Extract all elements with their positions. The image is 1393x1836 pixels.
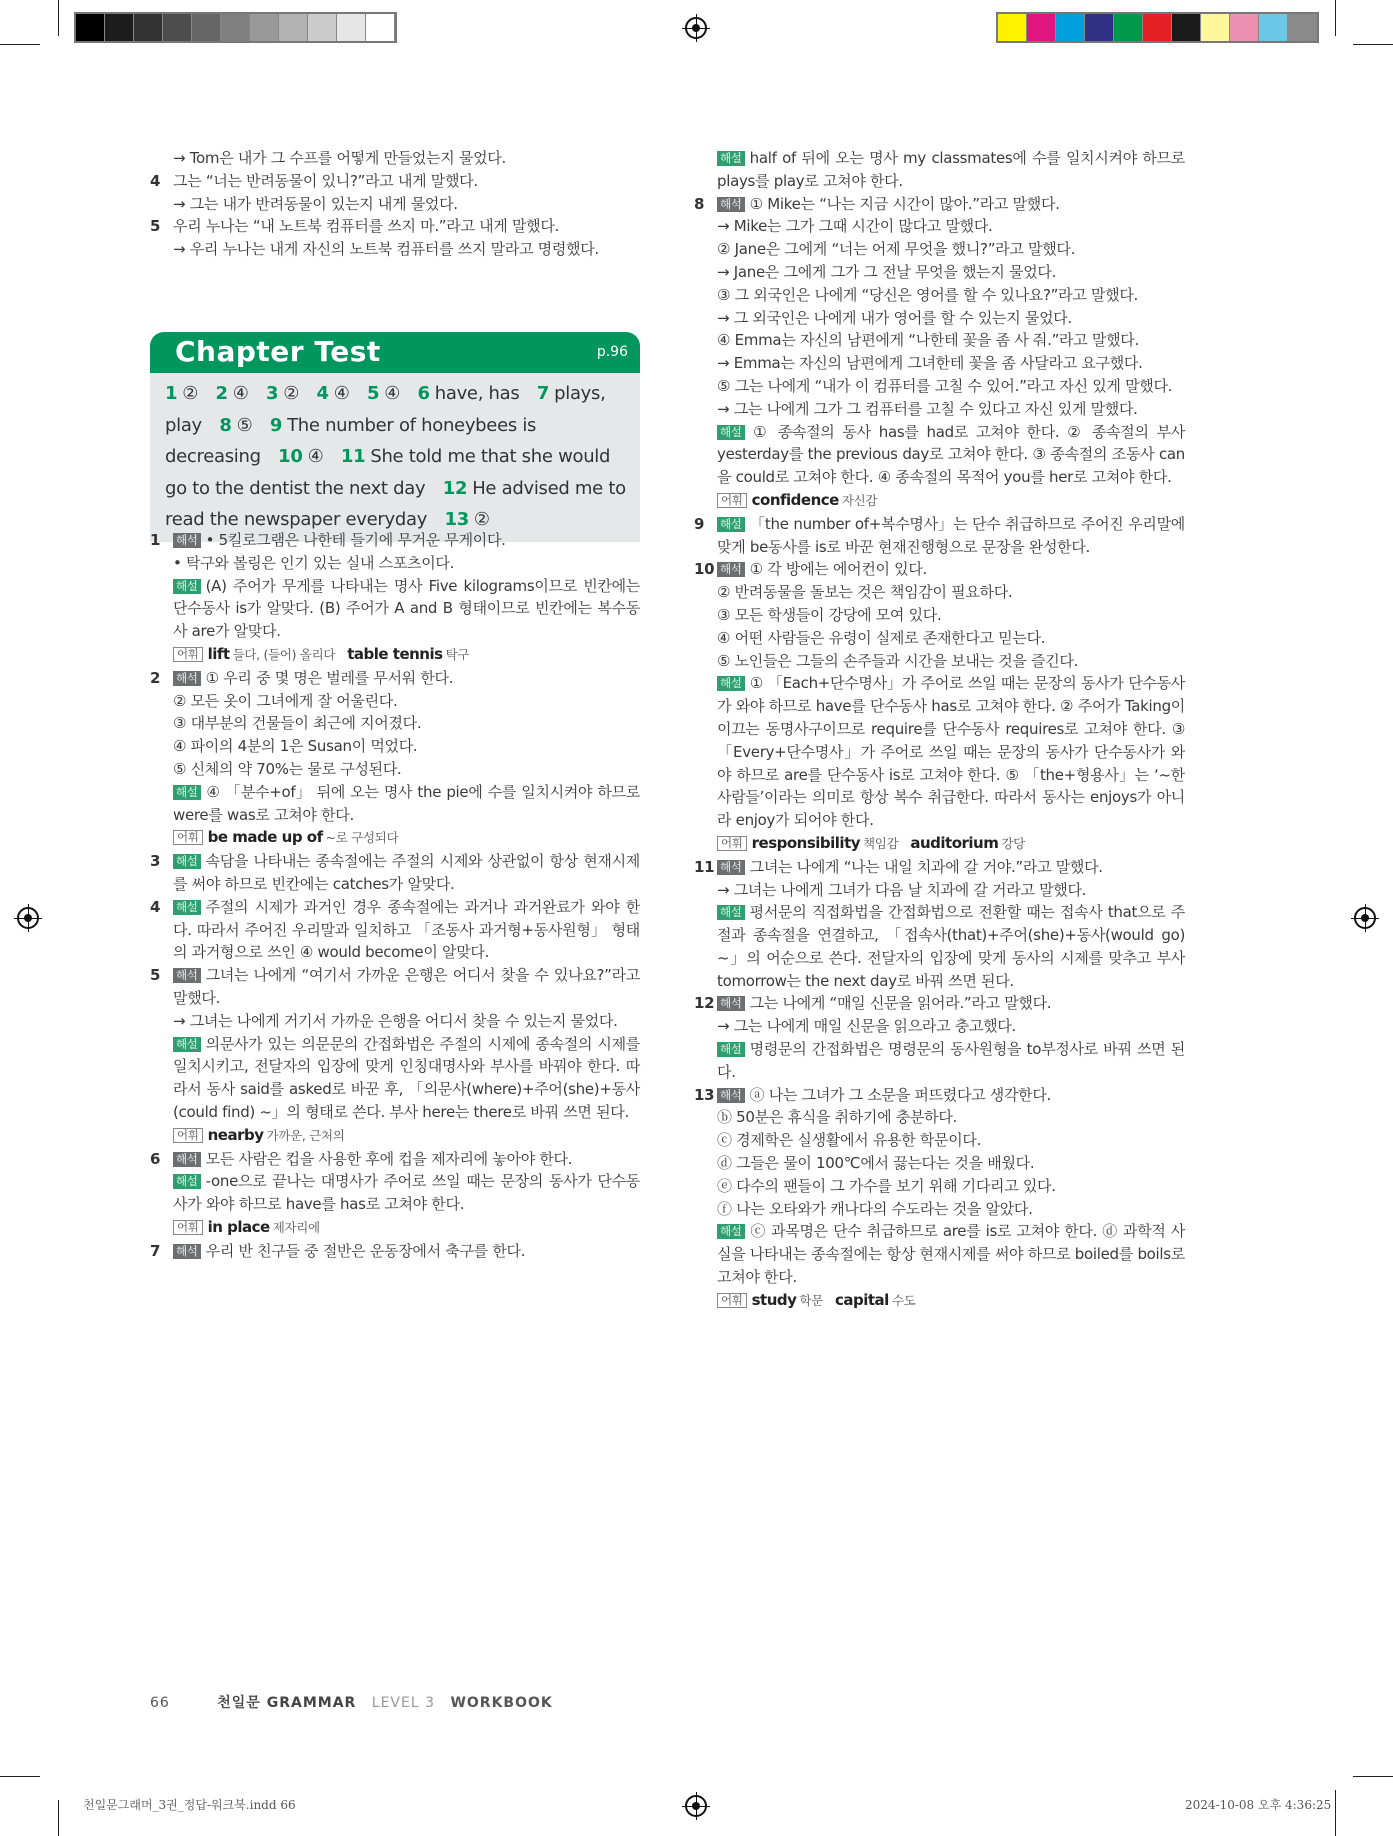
- answer-entry: [150, 1240, 640, 1263]
- explanation-text: → 그 외국인은 나에게 내가 영어를 할 수 있는지 물었다.: [717, 308, 1072, 327]
- answer-text: ④: [232, 383, 249, 404]
- top-continuation: [150, 147, 640, 261]
- color-swatch: [1172, 14, 1201, 41]
- answer-item: [219, 415, 252, 436]
- item-number: 11: [694, 857, 715, 876]
- explanation-text: → Mike는 그가 그때 시간이 많다고 말했다.: [717, 217, 993, 236]
- gray-swatch: [221, 14, 250, 41]
- item-number: 5: [150, 966, 161, 985]
- explanation-text: -one으로 끝나는 대명사가 주어로 쓰일 때는 문장의 동사가 단수동사가 와야 하므로 have를 has로 고쳐야 한다.: [173, 1172, 640, 1214]
- explanation-line: [694, 604, 1185, 627]
- gray-swatch: [337, 14, 366, 41]
- item-number: 6: [150, 1149, 161, 1168]
- answer-text: ④: [384, 383, 401, 404]
- item-number: 4: [150, 897, 161, 916]
- translation-tag: 해석: [717, 860, 745, 875]
- registration-mark-icon: [17, 907, 39, 929]
- explanation-line: [694, 513, 1185, 559]
- item-number: 7: [150, 1241, 161, 1260]
- gray-swatch: [366, 14, 395, 41]
- vocab-meaning: 책임감: [863, 835, 899, 851]
- answer-entry: [694, 856, 1185, 993]
- answer-entry: [150, 1148, 640, 1240]
- explanation-text: → Jane은 그에게 그가 그 전날 무엇을 했는지 물었다.: [717, 262, 1057, 281]
- explanation-tag: 해설: [173, 854, 201, 869]
- explanation-text: ① 「Each+단수명사」가 주어로 쓰일 때는 문장의 동사가 단수동사가 와야 하므로 have를 단수동사 has로 고쳐야 한다. ② 주어가 Taking이 이끄는 동명사구이므로 require를 단수동사 requires로 고쳐야 한다. ③ 「Every+단수명사」가 주어로 쓰일 때는 문장의 동사가 단수동사가 와야 하므로 are를 단수동사 is로 고쳐야 한다. ⑤ 「the+형용사」는 ‘~한 사람들’이라는 의미로 항상 복수 취급한다. 따라서 동사는 enjoys가 아니라 enjoy가 되어야 한다.: [717, 674, 1185, 830]
- explanation-line: [150, 690, 640, 713]
- explanation-text: ④ 파이의 4분의 1은 Susan이 먹었다.: [173, 737, 418, 756]
- item-number: 5: [150, 217, 161, 236]
- explanation-line: [150, 552, 640, 575]
- explanation-line: [150, 712, 640, 735]
- list-item: [150, 215, 640, 238]
- explanation-line: [694, 329, 1185, 352]
- footer-brand: 천일문 GRAMMAR: [217, 1695, 357, 1711]
- answer-number: 2: [215, 383, 228, 404]
- color-swatch: [1259, 14, 1288, 41]
- gray-swatch: [134, 14, 163, 41]
- explanation-tag: 해설: [717, 676, 745, 691]
- explanation-tag: 해설: [173, 900, 201, 915]
- registration-mark-icon: [685, 1795, 707, 1817]
- vocabulary-tag: 어휘: [173, 1128, 203, 1143]
- footer-level: LEVEL 3: [371, 1695, 435, 1711]
- slug-filename: 천일문그래머_3권_정답-워크북.indd 66: [83, 1798, 296, 1812]
- explanation-line: [150, 850, 640, 896]
- explanation-line: [150, 1033, 640, 1124]
- answer-item: [278, 446, 323, 467]
- vocab-meaning: 자신감: [841, 492, 878, 508]
- explanation-line: [150, 1216, 640, 1240]
- gray-swatch: [76, 14, 105, 41]
- vocabulary-tag: 어휘: [717, 1293, 747, 1308]
- explanation-line: [150, 643, 640, 667]
- list-item: [150, 193, 640, 216]
- chapter-test-box: [150, 332, 640, 542]
- answer-entry: [694, 558, 1185, 855]
- item-number: 3: [150, 852, 161, 871]
- vocab-word: nearby: [207, 1125, 264, 1144]
- list-item: [150, 170, 640, 193]
- explanation-line: [150, 1010, 640, 1033]
- answer-number: 13: [444, 509, 469, 530]
- gray-swatch: [192, 14, 221, 41]
- explanation-text: 모든 사람은 컵을 사용한 후에 컵을 제자리에 놓아야 한다.: [205, 1149, 573, 1168]
- color-swatch: [998, 14, 1027, 41]
- explanation-text: ① 각 방에는 에어컨이 있다.: [749, 560, 928, 579]
- explanation-line: [150, 735, 640, 758]
- explanation-line: [694, 1289, 1185, 1313]
- chapter-test-answers: [150, 373, 640, 542]
- explanation-text: ① 종속절의 동사 has를 had로 고쳐야 한다. ② 종속절의 부사 yesterday를 the previous day로 고쳐야 한다. ③ 종속절의 조동사 can을 could로 고쳐야 한다. ④ 종속절의 목적어 you를 her로 고쳐야 한다.: [717, 422, 1185, 487]
- gray-swatch: [308, 14, 337, 41]
- explanation-text: 우리 반 친구들 중 절반은 운동장에서 축구를 한다.: [205, 1241, 526, 1260]
- answer-item: [165, 383, 198, 404]
- explanation-line: [694, 672, 1185, 832]
- explanation-line: [694, 398, 1185, 421]
- crop-mark: [1335, 1790, 1336, 1836]
- explanation-line: [694, 307, 1185, 330]
- explanation-tag: 해설: [717, 517, 745, 532]
- answer-item: [266, 383, 299, 404]
- explanation-text: • 탁구와 볼링은 인기 있는 실내 스포츠이다.: [173, 553, 455, 572]
- crop-mark: [1353, 1776, 1393, 1777]
- explanation-line: [150, 667, 640, 690]
- color-swatch: [1027, 14, 1056, 41]
- page-footer: [150, 1692, 553, 1712]
- answer-number: 7: [536, 383, 550, 404]
- translation-tag: 해석: [173, 671, 201, 686]
- answer-number: 6: [417, 383, 430, 404]
- explanation-line: [694, 489, 1185, 513]
- vocab-meaning: 탁구: [445, 646, 470, 662]
- vocab-meaning: 가까운, 근처의: [266, 1127, 345, 1143]
- explanation-text: ⓓ 그들은 물이 100℃에서 끓는다는 것을 배웠다.: [717, 1154, 1035, 1173]
- answer-text: He advised me to read the newspaper everyday: [165, 477, 626, 530]
- chapter-test-header: [150, 332, 640, 373]
- explanation-text: 속담을 나타내는 종속절에는 주절의 시제와 상관없이 항상 현재시제를 써야 하므로 빈칸에는 catches가 알맞다.: [173, 852, 640, 893]
- explanation-line: [150, 1240, 640, 1263]
- answer-number: 11: [340, 446, 366, 467]
- color-swatch: [1230, 14, 1259, 41]
- explanation-text: → Emma는 자신의 남편에게 그녀한테 꽃을 좀 사달라고 요구했다.: [717, 354, 1143, 373]
- answer-text: ④: [333, 383, 350, 404]
- explanation-line: [694, 1106, 1185, 1129]
- item-number: 4: [150, 171, 161, 190]
- vocab-word: be made up of: [207, 828, 323, 847]
- vocab-word: capital: [834, 1290, 889, 1309]
- explanation-line: [694, 1038, 1185, 1084]
- explanation-text: ⓒ 경제학은 실생활에서 유용한 학문이다.: [717, 1131, 982, 1150]
- explanation-line: [694, 193, 1185, 216]
- explanation-tag: 해설: [173, 1174, 201, 1189]
- explanation-line: [694, 421, 1185, 489]
- gray-swatch: [250, 14, 279, 41]
- item-number: 2: [150, 668, 161, 687]
- explanation-line: [694, 1015, 1185, 1038]
- translation-tag: 해석: [173, 968, 201, 983]
- crop-mark: [0, 1776, 40, 1777]
- item-text: → Tom은 내가 그 수프를 어떻게 만들었는지 물었다.: [173, 149, 506, 167]
- vocab-meaning: 학문: [799, 1292, 823, 1308]
- explanation-text: → 그는 나에게 매일 신문을 읽으라고 충고했다.: [717, 1017, 1016, 1036]
- explanation-text: ① Mike는 “나는 지금 시간이 많아.”라고 말했다.: [749, 194, 1060, 213]
- answer-entry: [150, 529, 640, 667]
- explanation-line: [694, 558, 1185, 581]
- explanation-line: [694, 832, 1185, 856]
- answer-text: The number of honeybees is decreasing: [165, 414, 537, 467]
- explanation-tag: 해설: [717, 1224, 745, 1239]
- explanation-line: [150, 529, 640, 552]
- explanation-text: 평서문의 직접화법을 간접화법으로 전환할 때는 접속사 that으로 주절과 종속절을 연결하고, 「접속사(that)+주어(she)+동사(would go) ~」의 어순으로 쓴다. 전달자의 입장에 맞게 동사의 시제를 맞추고 부사 tomorrow는 the next day로 바꿔 쓰면 된다.: [717, 903, 1185, 990]
- explanation-text: 그는 나에게 “매일 신문을 읽어라.”라고 말했다.: [749, 994, 1052, 1013]
- color-swatch: [1056, 14, 1085, 41]
- translation-tag: 해석: [717, 562, 745, 577]
- answer-entry: [150, 850, 640, 896]
- translation-tag: 해석: [717, 197, 745, 212]
- explanation-line: [694, 1084, 1185, 1107]
- vocab-meaning: ~로 구성되다: [325, 830, 399, 846]
- explanation-text: ⓐ 나는 그녀가 그 소문을 퍼뜨렸다고 생각한다.: [749, 1085, 1052, 1104]
- explanation-text: ⓒ 과목명은 단수 취급하므로 are를 is로 고쳐야 한다. ⓓ 과학적 사실을 나타내는 종속절에는 항상 현재시제를 써야 하므로 boiled를 boils로 고쳐야 한다.: [717, 1222, 1185, 1287]
- translation-tag: 해석: [173, 1244, 201, 1259]
- explanation-tag: 해설: [717, 905, 745, 920]
- explanation-line: [150, 896, 640, 964]
- explanation-text: ④ Emma는 자신의 남편에게 “나한테 꽃을 좀 사 줘.”라고 말했다.: [717, 331, 1139, 350]
- item-text: 그는 “너는 반려동물이 있니?”라고 내게 말했다.: [173, 171, 478, 190]
- item-number: 1: [150, 531, 161, 549]
- right-column: [694, 147, 1185, 1313]
- explanation-tag: 해설: [173, 785, 201, 800]
- explanation-text: ③ 모든 학생들이 강당에 모여 있다.: [717, 605, 942, 624]
- explanation-line: [694, 1175, 1185, 1198]
- vocab-meaning: 강당: [1001, 835, 1025, 851]
- explanation-text: ② 반려동물을 돌보는 것은 책임감이 필요하다.: [717, 583, 1013, 602]
- color-bar: [996, 12, 1319, 43]
- vocab-word: auditorium: [910, 833, 999, 852]
- explanation-line: [694, 1129, 1185, 1152]
- explanation-text: ② Jane은 그에게 “너는 어제 무엇을 했니?”라고 말했다.: [717, 240, 1076, 259]
- explanation-line: [694, 147, 1185, 193]
- answer-entry: [694, 147, 1185, 193]
- vocab-meaning: 수도: [891, 1292, 916, 1308]
- crop-mark: [1353, 44, 1393, 45]
- translation-tag: 해석: [173, 533, 201, 548]
- color-swatch: [1201, 14, 1230, 41]
- explanation-line: [694, 992, 1185, 1015]
- page-number: 66: [150, 1695, 170, 1711]
- item-number: 8: [694, 194, 705, 213]
- vocabulary-tag: 어휘: [173, 1220, 203, 1235]
- answer-number: 10: [278, 446, 303, 467]
- grayscale-bar: [74, 12, 397, 43]
- chapter-test-title: Chapter Test: [175, 335, 381, 368]
- explanation-text: → 그녀는 나에게 거기서 가까운 은행을 어디서 찾을 수 있는지 물었다.: [173, 1011, 618, 1030]
- explanation-text: ③ 대부분의 건물들이 최근에 지어졌다.: [173, 714, 422, 733]
- translation-tag: 해석: [717, 1088, 745, 1103]
- explanation-line: [694, 627, 1185, 650]
- answer-number: 9: [269, 414, 283, 436]
- explanation-line: [694, 1220, 1185, 1288]
- list-item: [150, 147, 640, 170]
- gray-swatch: [105, 14, 134, 41]
- answer-text: plays, play: [165, 383, 606, 436]
- item-number: 12: [694, 994, 715, 1013]
- item-text: → 그는 내가 반려동물이 있는지 내게 물었다.: [173, 194, 458, 213]
- answer-number: 5: [367, 383, 380, 404]
- crop-mark: [58, 0, 59, 36]
- answer-entry: [694, 1084, 1185, 1313]
- registration-mark-icon: [685, 17, 707, 39]
- explanation-text: ⑤ 노인들은 그들의 손주들과 시간을 보내는 것을 즐긴다.: [717, 651, 1079, 670]
- explanation-tag: 해설: [717, 425, 745, 440]
- item-number: 13: [694, 1085, 715, 1104]
- explanation-text: 「the number of+복수명사」는 단수 취급하므로 주어진 우리말에 맞게 be동사를 is로 바꾼 현재진행형으로 문장을 완성한다.: [717, 514, 1185, 556]
- explanation-text: → 그는 나에게 그가 그 컴퓨터를 고칠 수 있다고 자신 있게 말했다.: [717, 399, 1138, 418]
- explanation-text: half of 뒤에 오는 명사 my classmates에 수를 일치시켜야 하므로 plays를 play로 고쳐야 한다.: [717, 149, 1185, 190]
- vocabulary-tag: 어휘: [173, 830, 203, 845]
- explanation-line: [694, 856, 1185, 879]
- answer-entry: [150, 896, 640, 964]
- vocab-word: confidence: [751, 490, 839, 509]
- answer-number: 8: [219, 414, 232, 436]
- translation-tag: 해석: [173, 1152, 201, 1167]
- item-text: → 우리 누나는 내게 자신의 노트북 컴퓨터를 쓰지 말라고 명령했다.: [173, 240, 599, 259]
- vocabulary-tag: 어휘: [717, 493, 747, 508]
- explanation-line: [150, 964, 640, 1010]
- item-text: 우리 누나는 “내 노트북 컴퓨터를 쓰지 마.”라고 내게 말했다.: [173, 217, 559, 236]
- explanation-text: → 그녀는 나에게 그녀가 다음 날 치과에 갈 거라고 말했다.: [717, 880, 1087, 899]
- vocab-meaning: 들다, (들어) 올리다: [232, 646, 336, 662]
- explanation-line: [150, 781, 640, 827]
- explanation-line: [694, 375, 1185, 398]
- answer-number: 1: [165, 383, 178, 404]
- explanation-text: ⑤ 그는 나에게 “내가 이 컴퓨터를 고칠 수 있어.”라고 자신 있게 말했다.: [717, 376, 1173, 395]
- explanation-line: [694, 1198, 1185, 1221]
- explanation-line: [694, 650, 1185, 673]
- vocabulary-tag: 어휘: [173, 647, 203, 662]
- vocabulary-tag: 어휘: [717, 836, 747, 851]
- explanation-line: [694, 1152, 1185, 1175]
- vocab-word: study: [751, 1290, 797, 1309]
- explanation-text: ③ 그 외국인은 나에게 “당신은 영어를 할 수 있나요?”라고 말했다.: [717, 285, 1138, 304]
- explanation-tag: 해설: [717, 151, 745, 166]
- explanation-line: [694, 284, 1185, 307]
- explanation-text: 그녀는 나에게 “여기서 가까운 은행은 어디서 찾을 수 있나요?”라고 말했다.: [173, 966, 640, 1007]
- color-swatch: [1143, 14, 1172, 41]
- explanation-text: 명령문의 간접화법은 명령문의 동사원형을 to부정사로 바꿔 쓰면 된다.: [717, 1040, 1185, 1081]
- vocab-meaning: 제자리에: [272, 1219, 320, 1235]
- explanation-line: [694, 901, 1185, 992]
- explanation-line: [694, 352, 1185, 375]
- explanation-line: [694, 261, 1185, 284]
- answer-entry: [694, 193, 1185, 513]
- explanation-text: 의문사가 있는 의문문의 간접화법은 주절의 시제에 종속절의 시제를 일치시키고, 전달자의 입장에 맞게 인칭대명사와 부사를 바꿔야 한다. 따라서 동사 said를 asked로 바꾼 후, 「의문사(where)+주어(she)+동사(could find) ~」의 형태로 쓴다. 부사 here는 there로 바꿔 쓰면 된다.: [173, 1034, 640, 1121]
- registration-mark-icon: [1354, 907, 1376, 929]
- vocab-word: lift: [207, 644, 230, 663]
- answer-entry: [694, 992, 1185, 1083]
- answer-item: [444, 509, 489, 530]
- explanation-text: ⓔ 다수의 팬들이 그 가수를 보기 위해 기다리고 있다.: [717, 1176, 1056, 1195]
- crop-mark: [1335, 0, 1336, 36]
- answer-item: [418, 383, 520, 404]
- slug-datetime: 2024-10-08 오후 4:36:25: [1185, 1798, 1332, 1812]
- explanation-line: [150, 1148, 640, 1171]
- explanation-text: ④ 「분수+of」 뒤에 오는 명사 the pie에 수를 일치시켜야 하므로 were를 was로 고쳐야 한다.: [173, 782, 640, 824]
- gray-swatch: [163, 14, 192, 41]
- list-item: [150, 238, 640, 261]
- answer-text: ⑤: [236, 414, 253, 436]
- vocab-word: responsibility: [751, 833, 861, 852]
- footer-book: WORKBOOK: [450, 1695, 553, 1711]
- answer-entry: [150, 964, 640, 1147]
- vocab-word: in place: [207, 1217, 270, 1236]
- answer-number: 4: [316, 383, 329, 404]
- item-number: 9: [694, 514, 705, 533]
- gray-swatch: [279, 14, 308, 41]
- vocab-word: table tennis: [347, 644, 443, 663]
- answer-number: 3: [266, 383, 279, 404]
- answer-item: [367, 383, 400, 404]
- explanation-line: [150, 826, 640, 850]
- answer-item: [216, 383, 249, 404]
- answer-item: [317, 383, 350, 404]
- answer-text: ②: [473, 509, 490, 530]
- explanation-line: [150, 1124, 640, 1148]
- color-swatch: [1114, 14, 1143, 41]
- explanation-text: ④ 어떤 사람들은 유령이 실제로 존재한다고 믿는다.: [717, 628, 1046, 647]
- explanation-text: 그녀는 나에게 “나는 내일 치과에 갈 거야.”라고 말했다.: [749, 857, 1103, 876]
- answer-text: ②: [182, 383, 199, 404]
- explanation-text: ⓑ 50분은 휴식을 취하기에 충분하다.: [717, 1108, 957, 1127]
- translation-tag: 해석: [717, 996, 745, 1011]
- explanation-text: ⓕ 나는 오타와가 캐나다의 수도라는 것을 알았다.: [717, 1199, 1033, 1218]
- explanation-text: ⑤ 신체의 약 70%는 물로 구성된다.: [173, 759, 402, 778]
- explanation-line: [150, 758, 640, 781]
- explanation-text: 주절의 시제가 과거인 경우 종속절에는 과거나 과거완료가 와야 한다. 따라서 주어진 우리말과 일치하고 「조동사 과거형+동사원형」 형태의 과거형으로 쓰인 ④ would become이 알맞다.: [173, 897, 640, 962]
- explanation-text: ① 우리 중 몇 명은 벌레를 무서워 한다.: [205, 668, 454, 687]
- explanation-text: ② 모든 옷이 그녀에게 잘 어울린다.: [173, 691, 398, 710]
- answer-entry: [694, 513, 1185, 559]
- explanation-line: [694, 215, 1185, 238]
- explanation-line: [694, 238, 1185, 261]
- explanation-line: [694, 879, 1185, 902]
- answer-text: ②: [283, 383, 300, 404]
- left-column: [150, 529, 640, 1263]
- explanation-tag: 해설: [717, 1042, 745, 1057]
- color-swatch: [1288, 14, 1317, 41]
- explanation-text: • 5킬로그램은 나한테 들기에 무거운 무게이다.: [205, 531, 506, 549]
- explanation-line: [150, 575, 640, 643]
- crop-mark: [58, 1800, 59, 1836]
- answer-text: ④: [307, 446, 324, 467]
- answer-entry: [150, 667, 640, 850]
- answer-number: 12: [442, 477, 468, 499]
- item-number: 10: [694, 560, 715, 579]
- chapter-test-page-ref: p.96: [596, 344, 628, 360]
- explanation-tag: 해설: [173, 579, 201, 594]
- answer-text: have, has: [434, 383, 520, 404]
- explanation-line: [150, 1170, 640, 1216]
- crop-mark: [0, 44, 40, 45]
- explanation-text: (A) 주어가 무게를 나타내는 명사 Five kilograms이므로 빈칸에는 단수동사 is가 알맞다. (B) 주어가 A and B 형태이므로 빈칸에는 복수동사 are가 알맞다.: [173, 576, 640, 641]
- answer-text: She told me that she would go to the dentist the next day: [165, 446, 611, 499]
- color-swatch: [1085, 14, 1114, 41]
- explanation-tag: 해설: [173, 1037, 201, 1052]
- explanation-line: [694, 581, 1185, 604]
